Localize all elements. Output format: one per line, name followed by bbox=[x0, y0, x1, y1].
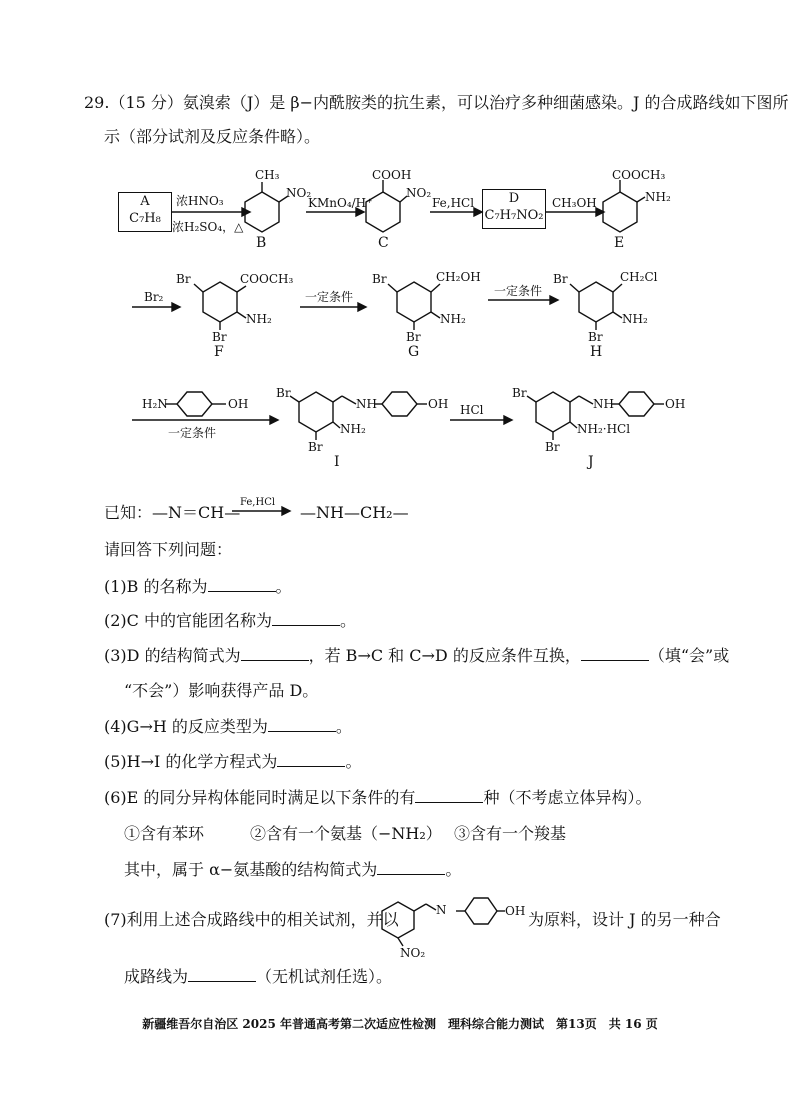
q7-text-2: 为原料，设计 J 的另一种合 bbox=[528, 910, 721, 929]
ring-G bbox=[397, 282, 431, 322]
ring-F bbox=[203, 282, 237, 322]
q7-text: (7)利用上述合成路线中的相关试剂，并以 bbox=[104, 910, 399, 929]
compound-G-label: G bbox=[408, 344, 420, 360]
page-footer: 新疆维吾尔自治区 2025 年普通高考第二次适应性检测 理科综合能力测试 第13页 共 16 页 bbox=[142, 1017, 658, 1031]
group-NO2: NO₂ bbox=[406, 186, 432, 200]
q5-text: (5)H→I 的化学方程式为 bbox=[104, 752, 278, 771]
compound-A-formula: C₇H₈ bbox=[129, 211, 161, 226]
q5-answer-blank[interactable] bbox=[277, 752, 345, 767]
group-Br: Br bbox=[553, 272, 568, 286]
group-NH: NH bbox=[593, 397, 614, 411]
reagent-H-I-bottom: 一定条件 bbox=[168, 426, 217, 440]
group-Br: Br bbox=[276, 386, 291, 400]
known-reagent: Fe,HCl bbox=[240, 497, 276, 508]
ring-J bbox=[536, 392, 570, 432]
group-Br: Br bbox=[176, 272, 191, 286]
compound-C-label: C bbox=[378, 235, 389, 251]
compound-D-formula: C₇H₇NO₂ bbox=[484, 208, 544, 223]
reagent-A-B-bottom: 浓H₂SO₄，△ bbox=[172, 220, 244, 234]
q7-group-OH: OH bbox=[505, 904, 526, 918]
compound-I-label: I bbox=[334, 454, 340, 470]
group-NH2: NH₂ bbox=[440, 312, 466, 326]
q3-answer-blank-1[interactable] bbox=[241, 646, 309, 661]
group-Br: Br bbox=[406, 330, 421, 344]
q6-end: 种（不考虑立体异构）。 bbox=[483, 788, 652, 807]
group-Br: Br bbox=[545, 440, 560, 454]
reagent-I-J: HCl bbox=[460, 403, 484, 417]
group-NH2: NH₂ bbox=[340, 422, 366, 436]
q1-answer-blank[interactable] bbox=[208, 577, 276, 592]
ring-H bbox=[579, 282, 613, 322]
question-1 bbox=[104, 577, 292, 597]
group-COOH: COOH bbox=[372, 168, 412, 182]
reagent-E-F: Br₂ bbox=[144, 290, 164, 304]
question-intro-line1: 29.（15 分）氨溴索（J）是 β−内酰胺类的抗生素，可以治疗多种细菌感染。J 的合成路线如下图所 bbox=[84, 93, 789, 112]
q2-answer-blank[interactable] bbox=[272, 611, 340, 626]
q2-text: (2)C 中的官能团名称为 bbox=[104, 611, 272, 630]
group-CH3: CH₃ bbox=[255, 168, 280, 182]
q3-text: (3)D 的结构简式为 bbox=[104, 646, 241, 665]
group-COOCH3: COOCH₃ bbox=[240, 272, 294, 286]
q7-line2-text: 成路线为 bbox=[124, 967, 189, 986]
q6-answer-blank-1[interactable] bbox=[415, 788, 483, 803]
ring-reagent-cyclohexane bbox=[177, 392, 212, 416]
compound-H-label: H bbox=[590, 344, 603, 360]
group-NH2HCl: NH₂·HCl bbox=[577, 422, 631, 436]
compound-A-label: A bbox=[140, 194, 150, 209]
group-Br: Br bbox=[212, 330, 227, 344]
reagent-F-G: 一定条件 bbox=[305, 290, 354, 304]
group-OH: OH bbox=[428, 397, 449, 411]
group-H2N: H₂N bbox=[142, 397, 168, 411]
q1-text: (1)B 的名称为 bbox=[104, 577, 208, 596]
q6-text: (6)E 的同分异构体能同时满足以下条件的有 bbox=[104, 788, 416, 807]
compound-F-label: F bbox=[214, 344, 224, 360]
prompt-text: 请回答下列问题： bbox=[104, 540, 233, 559]
question-3 bbox=[104, 646, 729, 666]
question-5 bbox=[104, 752, 361, 772]
q1-end: 。 bbox=[275, 577, 292, 596]
reagent-G-H: 一定条件 bbox=[494, 284, 543, 298]
q3-mid: ，若 B→C 和 C→D 的反应条件互换， bbox=[308, 646, 581, 665]
q4-text: (4)G→H 的反应类型为 bbox=[104, 717, 268, 736]
group-COOCH3: COOCH₃ bbox=[612, 168, 666, 182]
ring-q7-cyclohexane bbox=[465, 898, 497, 924]
group-Br: Br bbox=[308, 440, 323, 454]
group-NH: NH bbox=[356, 397, 377, 411]
compound-J-label: J bbox=[588, 454, 594, 470]
ring-I-cyclohexane bbox=[382, 392, 417, 416]
q3-end: （填“会”或 bbox=[648, 646, 730, 665]
group-NH2: NH₂ bbox=[246, 312, 272, 326]
group-NH2: NH₂ bbox=[645, 190, 671, 204]
ring-E bbox=[603, 192, 637, 232]
q7-group-NO2: NO₂ bbox=[400, 946, 426, 960]
group-Br: Br bbox=[512, 386, 527, 400]
q6-answer-blank-2[interactable] bbox=[377, 860, 445, 875]
compound-D-box bbox=[482, 189, 546, 229]
group-NH2: NH₂ bbox=[622, 312, 648, 326]
q2-end: 。 bbox=[340, 611, 357, 630]
question-2 bbox=[104, 611, 356, 631]
q7-line2-end: （无机试剂任选）。 bbox=[256, 967, 393, 986]
reagent-C-D: Fe,HCl bbox=[432, 196, 475, 210]
group-CH2OH: CH₂OH bbox=[436, 270, 481, 284]
q6-sub-end: 。 bbox=[445, 860, 462, 879]
group-NO2: NO₂ bbox=[286, 186, 312, 200]
group-OH: OH bbox=[228, 397, 249, 411]
q4-answer-blank[interactable] bbox=[268, 717, 336, 732]
q7-answer-blank[interactable] bbox=[188, 967, 256, 982]
ring-I bbox=[299, 392, 333, 432]
question-6 bbox=[104, 788, 651, 808]
reagent-D-E: CH₃OH bbox=[552, 196, 597, 210]
known-product: —NH—CH₂— bbox=[300, 503, 409, 522]
question-intro-line2: 示（部分试剂及反应条件略）。 bbox=[104, 127, 321, 146]
q7-line2 bbox=[124, 967, 392, 987]
compound-D-label: D bbox=[508, 191, 520, 206]
question-4 bbox=[104, 717, 352, 737]
q3-line2: “不会”）影响获得产品 D。 bbox=[124, 681, 319, 700]
q6-condition-3: ③含有一个羧基 bbox=[454, 824, 567, 843]
q6-sub-text: 其中，属于 α−氨基酸的结构简式为 bbox=[124, 860, 378, 879]
reagent-B-C: KMnO₄/H⁺ bbox=[308, 196, 373, 210]
compound-B-label: B bbox=[256, 235, 267, 251]
compound-E-label: E bbox=[614, 235, 625, 251]
q4-end: 。 bbox=[335, 717, 352, 736]
group-CH2Cl: CH₂Cl bbox=[620, 270, 658, 284]
q3-answer-blank-2[interactable] bbox=[581, 646, 649, 661]
q6-subquestion bbox=[124, 860, 461, 880]
reagent-A-B-top: 浓HNO₃ bbox=[176, 194, 224, 208]
group-OH: OH bbox=[665, 397, 686, 411]
group-Br: Br bbox=[372, 272, 387, 286]
known-prefix: 已知：—N＝CH— bbox=[104, 503, 241, 522]
q6-condition-2: ②含有一个氨基（−NH₂） bbox=[250, 824, 442, 843]
q5-end: 。 bbox=[345, 752, 362, 771]
q7-group-N: N bbox=[436, 903, 447, 917]
group-Br: Br bbox=[588, 330, 603, 344]
ring-J-cyclohexane bbox=[619, 392, 654, 416]
q6-condition-1: ①含有苯环 bbox=[124, 824, 205, 843]
